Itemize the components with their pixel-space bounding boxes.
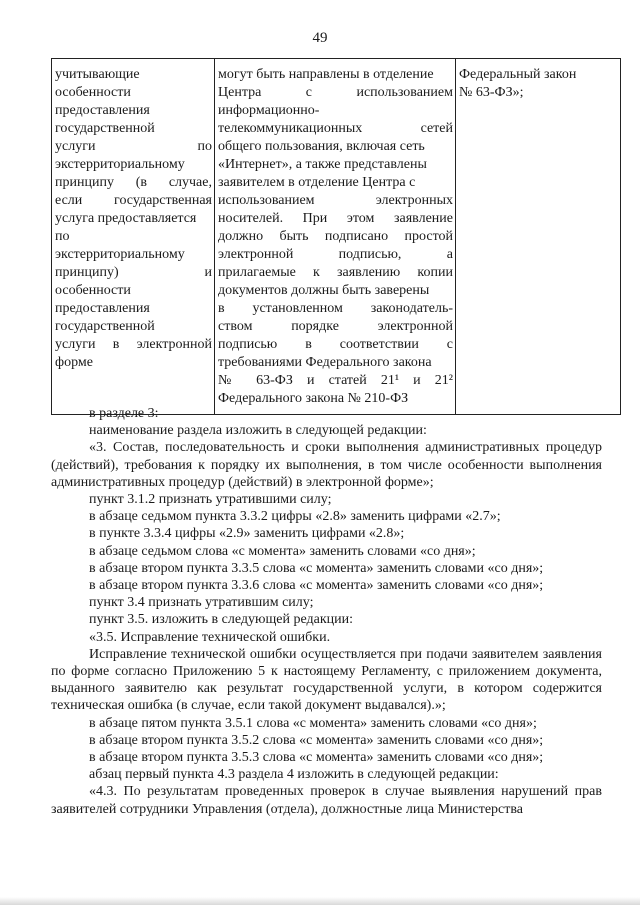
- cell-line: прилагаемые к заявлению копии: [218, 265, 453, 280]
- cell-line: требованиями Федерального закона: [218, 355, 432, 370]
- cell-line: если государственная: [55, 193, 212, 208]
- cell-line: особенности: [55, 283, 131, 298]
- cell-line: телекоммуникационных сетей: [218, 121, 453, 136]
- cell-line: экстерриториальному: [55, 157, 185, 172]
- cell-line: услуги в электронной: [55, 337, 212, 352]
- paragraph: в разделе 3:: [89, 406, 159, 421]
- regulation-table: [51, 58, 621, 415]
- paragraph: в абзаце втором пункта 3.3.5 слова «с момента» заменить словами «со дня»;: [89, 560, 544, 576]
- table-cell-subject: [52, 59, 215, 415]
- paragraph: пункт 3.1.2 признать утратившими силу;: [89, 492, 332, 508]
- cell-line: информационно-: [218, 103, 320, 118]
- paragraph: наименование раздела изложить в следующей редакции:: [89, 423, 427, 439]
- paragraph: в абзаце седьмом пункта 3.3.2 цифры «2.8» заменить цифрами «2.7»;: [89, 509, 501, 525]
- cell-line: Федерального закона № 210-ФЗ: [218, 391, 409, 406]
- cell-line: в установленном законодатель-: [218, 301, 453, 316]
- cell-line: Федеральный закон: [459, 67, 577, 82]
- cell-line: № 63-ФЗ»;: [459, 85, 524, 100]
- paragraph: «4.3. По результатам проведенных проверок в случае выявления нарушений прав заявителей сотрудники Управления (отдела), должностные лица Министерства: [51, 784, 602, 817]
- paragraph: абзац первый пункта 4.3 раздела 4 изложить в следующей редакции:: [89, 767, 499, 783]
- cell-line: предоставления: [55, 301, 150, 316]
- table-cell-legal-basis: [456, 59, 621, 415]
- cell-line: электронной подписью, а: [218, 247, 453, 262]
- cell-line: общего пользования, включая сеть: [218, 139, 425, 154]
- cell-line: принципу (в случае,: [55, 175, 212, 190]
- paragraph: «3. Состав, последовательность и сроки выполнения административных процедур (действий), требования к порядку их выполнения, в том числе особенности выполнения административных процедур (действий) в электронной форме»;: [51, 440, 602, 490]
- page-number: 49: [312, 30, 328, 46]
- cell-line: форме: [55, 355, 93, 370]
- paragraph: в абзаце втором пункта 3.3.6 слова «с момента» заменить словами «со дня»;: [89, 578, 544, 594]
- cell-line: Центра с использованием: [218, 85, 453, 100]
- cell-line: учитывающие: [55, 67, 140, 82]
- cell-line: государственной: [55, 319, 155, 334]
- paragraph: пункт 3.5. изложить в следующей редакции:: [89, 612, 353, 628]
- paragraph: в абзаце пятом пункта 3.5.1 слова «с момента» заменить словами «со дня»;: [89, 715, 537, 731]
- paragraph: в абзаце седьмом слова «с момента» заменить словами «со дня»;: [89, 543, 476, 559]
- paragraph: Исправление технической ошибки осуществляется при подачи заявителем заявления по форме согласно Приложению 5 к настоящему Регламенту, с приложением документа, выданного заявителю как результат государственной услуги, в котором содержится техническая ошибка (в случае, если такой документ выдавался).»;: [51, 646, 602, 714]
- paragraph: «3.5. Исправление технической ошибки.: [89, 629, 331, 645]
- cell-line: услуга предоставляется: [55, 211, 197, 226]
- cell-line: экстерриториальному: [55, 247, 185, 262]
- cell-line: могут быть направлены в отделение: [218, 67, 434, 82]
- paragraph: в абзаце втором пункта 3.5.3 слова «с момента» заменить словами «со дня»;: [89, 750, 544, 766]
- cell-line: по: [55, 229, 70, 244]
- cell-line: заявителем в отделение Центра с: [218, 175, 416, 190]
- body-text: [51, 405, 602, 818]
- cell-line: особенности: [55, 85, 131, 100]
- paragraph: пункт 3.4 признать утратившим силу;: [89, 595, 314, 611]
- table-cell-procedure: [215, 59, 456, 415]
- cell-line: принципу) и: [55, 265, 212, 280]
- table-row: [52, 59, 621, 415]
- cell-line: подписью в соответствии с: [218, 337, 453, 352]
- cell-line: должно быть подписано простой: [218, 229, 453, 244]
- cell-line: документов должны быть заверены: [218, 283, 430, 298]
- cell-line: носителей. При этом заявление: [218, 211, 453, 226]
- cell-line: «Интернет», а также представлены: [218, 157, 427, 172]
- cell-line: № 63-ФЗ и статей 21¹ и 21²: [218, 373, 453, 388]
- cell-line: ством порядке электронной: [218, 319, 453, 334]
- scan-edge: [0, 897, 640, 905]
- cell-line: услуги по: [55, 139, 212, 154]
- cell-line: использованием электронных: [218, 193, 453, 208]
- paragraph: в абзаце втором пункта 3.5.2 слова «с момента» заменить словами «со дня»;: [89, 732, 544, 748]
- cell-line: государственной: [55, 121, 155, 136]
- cell-line: предоставления: [55, 103, 150, 118]
- paragraph: в пункте 3.3.4 цифры «2.9» заменить цифрами «2.8»;: [89, 526, 405, 542]
